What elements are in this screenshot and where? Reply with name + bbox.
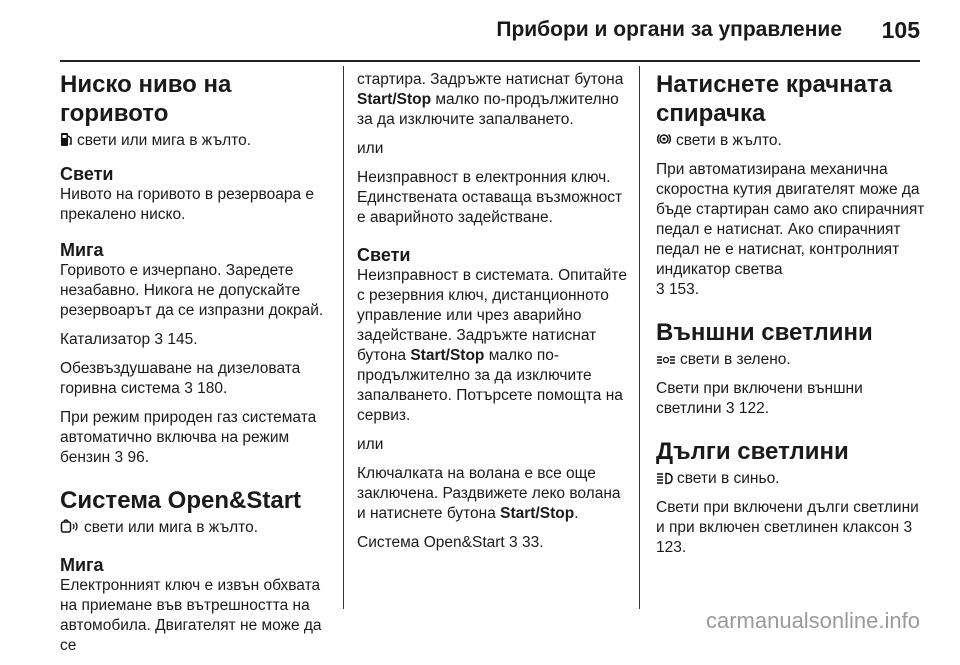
gas-ref: При режим природен газ системата автоматично включва на режим бензин 3 96. — [60, 409, 317, 466]
open-start-status: свети или мига в жълто. — [60, 518, 332, 538]
column-left — [60, 70, 332, 665]
page-number: 105 — [881, 17, 920, 43]
fuel-heading: Ниско ниво на горивото — [60, 71, 232, 127]
column-divider — [639, 66, 640, 609]
or-text: или — [357, 140, 384, 157]
ref-arrow-icon: 3 — [903, 519, 913, 536]
ref-arrow-icon: 3 — [184, 380, 193, 397]
column-divider — [343, 66, 344, 609]
high-beam-status: свети в синьо. — [656, 469, 928, 489]
column-right — [656, 70, 928, 567]
page-section-title: Прибори и органи за управление — [496, 18, 842, 41]
catalyst-ref: Катализатор 3 145. — [60, 331, 198, 348]
lit-text: Нивото на горивото в резервоара е прекалено ниско. — [60, 186, 315, 223]
brake-status: свети в жълто. — [656, 131, 928, 151]
ref-arrow-icon: 3 — [154, 331, 164, 348]
high-beam-text: Свети при включени дълги светлини и при включен светлинен клаксон 3 123. — [656, 499, 919, 556]
or-text: или — [357, 436, 384, 453]
open-start-heading: Система Open&Start — [60, 487, 302, 514]
flash-heading: Мига — [60, 240, 104, 260]
ref-arrow-icon: 3 — [656, 281, 665, 298]
header-divider — [60, 60, 920, 62]
fault-text: Неизправност в електронния ключ. Единствената оставаща възможност е аварийното задействане. — [357, 169, 623, 226]
watermark: carmanualsonline.info — [705, 608, 920, 633]
flash-text: Горивото е изчерпано. Заредете незабавно. Никога не допускайте резервоарът да се изпразни докрай. — [60, 262, 324, 319]
brake-pedal-icon — [656, 131, 672, 147]
lock-text: Ключалката на волана е все още заключена. Раздвижете леко волана и натиснете бутона Start/Stop. — [357, 465, 621, 522]
brake-heading: Натиснете крачната спирачка — [656, 71, 893, 127]
page-header — [0, 0, 960, 62]
brake-text: При автоматизирана механична скоростна кутия двигателят може да бъде стартиран само ако спирачният педал е натиснат. Ако спирачният педал не е натиснат, контролният индикатор светва 3 153. — [656, 161, 925, 298]
lit-heading: Свети — [357, 245, 411, 265]
continued-text: стартира. Задръжте натиснат бутона Start/Stop малко по-продължително за да изключите запалването. — [357, 71, 624, 128]
fuel-pump-icon — [60, 132, 73, 147]
bleed-ref: Обезвъздушаване на дизеловата горивна система 3 180. — [60, 360, 301, 397]
key-signal-icon — [60, 519, 80, 534]
ref-arrow-icon: 3 — [114, 449, 124, 466]
open-start-ref: Система Open&Start 3 33. — [357, 534, 544, 551]
exterior-lights-icon — [656, 354, 676, 366]
column-middle — [357, 70, 632, 562]
high-beam-icon — [656, 472, 673, 485]
fuel-status: свети или мига в жълто. — [60, 131, 332, 151]
ref-arrow-icon: 3 — [509, 534, 518, 551]
exterior-lights-heading: Външни светлини — [656, 319, 873, 346]
high-beam-heading: Дълги светлини — [656, 438, 849, 465]
exterior-lights-status: свети в зелено. — [656, 350, 928, 370]
open-start-flash-heading: Мига — [60, 555, 104, 575]
open-start-flash-text: Електронният ключ е извън обхвата на приемане във вътрешността на автомобила. Двигателят не може да се — [60, 577, 322, 654]
ref-arrow-icon: 3 — [725, 400, 735, 417]
exterior-lights-text: Свети при включени външни светлини 3 122. — [656, 380, 863, 417]
lit-text: Неизправност в системата. Опитайте с резервния ключ, дистанционното управление или чрез аварийно задействане. Задръжте натиснат бутона Start/Stop малко по-продължително за да изключите запалването. Потърсете помощта на сервиз. — [357, 267, 627, 424]
lit-heading: Свети — [60, 164, 114, 184]
